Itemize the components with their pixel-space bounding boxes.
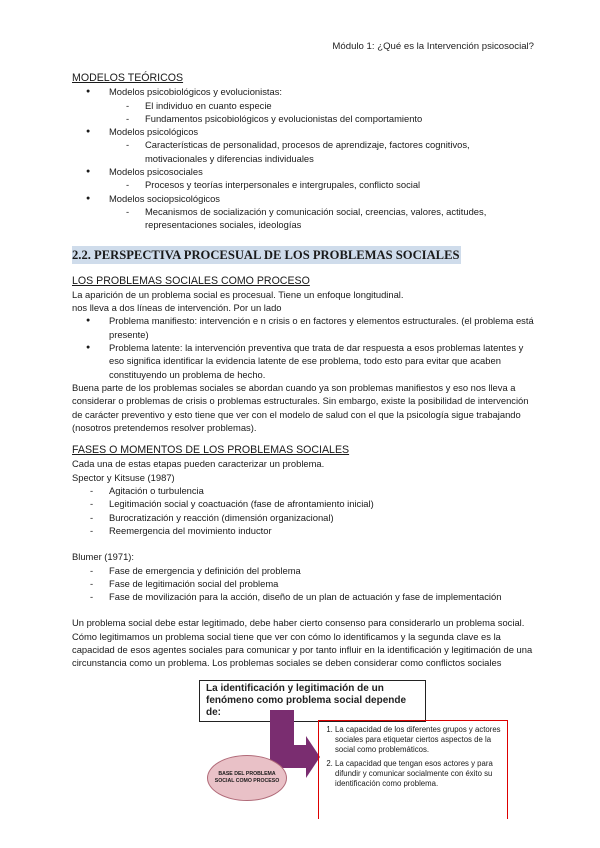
sub-item: - Procesos y teorías interpersonales e intergrupales, conflicto social <box>72 178 534 191</box>
spector-list <box>72 484 534 537</box>
author-label: Spector y Kitsuse (1987) <box>72 471 175 483</box>
heading-modelos: MODELOS TEÓRICOS <box>72 72 184 84</box>
paragraph: Buena parte de los problemas sociales se abordan cuando ya son problemas manifiestos y eso nos lleva a considerar o problemas de crisis o problemas estructurales. Sin embargo, existe la posibilidad de intervención de carácter preventivo y esto tiene que ver con el modelo de salud con el que la psicología sigue trabajando (nosotros pretendemos resolver problemas). <box>72 381 529 433</box>
paragraph: Un problema social debe estar legitimado, debe haber cierto consenso para considerarlo un problema social. Cómo legitimamos un problema social tiene que ver con cómo lo identificamos y la segunda clave es la capacidad de esos agentes sociales para comunicar y por tanto influir en la identificación y legitimación de una circunstancia como un problema. Los problemas sociales se deben considerar como conflictos sociales <box>72 617 533 669</box>
list-item: - Reemergencia del movimiento inductor <box>72 524 534 537</box>
conditions-list <box>325 725 501 789</box>
heading-fases: FASES O MOMENTOS DE LOS PROBLEMAS SOCIALES <box>72 444 350 457</box>
list-item: - Fase de legitimación social del problema <box>72 577 534 590</box>
heading-proceso: LOS PROBLEMAS SOCIALES COMO PROCESO <box>72 274 310 287</box>
sub-item: - El individuo en cuanto especie <box>72 99 534 112</box>
figure-title: La identificación y legitimación de un fenómeno como problema social depende de: <box>199 680 426 722</box>
sub-item: - Características de personalidad, procesos de aprendizaje, factores cognitivos, motivacionales y diferencias individuales <box>72 138 534 165</box>
list-item: - Legitimación social y coactuación (fase de afrontamiento inicial) <box>72 497 534 510</box>
list-item: ● Modelos psicológicos <box>72 125 534 138</box>
proceso-list <box>72 314 534 380</box>
list-item: ● Problema manifiesto: intervención e n crisis o en factores y elementos estructurales. (el problema está presente) <box>72 314 534 341</box>
oval-label: BASE DEL PROBLEMA SOCIAL COMO PROCESO <box>214 771 280 784</box>
diagram-figure <box>72 672 534 807</box>
sub-item: - Mecanismos de socialización y comunicación social, creencias, valores, actitudes, representaciones sociales, ideologías <box>72 205 534 232</box>
list-item: - Fase de emergencia y definición del problema <box>72 564 534 577</box>
section-title <box>72 246 461 264</box>
conditions-box <box>318 720 508 819</box>
author-label: Blumer (1971): <box>72 551 135 563</box>
list-item: ● Modelos psicosociales <box>72 165 534 178</box>
blumer-list <box>72 564 534 604</box>
list-item: 2. La capacidad que tengan esos actores y para difundir y comunicar socialmente con éxito su identificación como problema. <box>335 759 501 789</box>
document-body <box>72 72 534 807</box>
section-number: 2.2. <box>72 247 91 262</box>
paragraph: nos lleva a dos líneas de intervención. Por un lado <box>72 302 282 314</box>
list-item: - Agitación o turbulencia <box>72 484 534 497</box>
section-title-text: PERSPECTIVA PROCESUAL DE LOS PROBLEMAS SOCIALES <box>94 247 460 262</box>
sub-item: - Fundamentos psicobiológicos y evolucionistas del comportamiento <box>72 112 534 125</box>
paragraph: Cada una de estas etapas pueden caracterizar un problema. <box>72 458 325 470</box>
list-item: ● Problema latente: la intervención preventiva que trata de dar respuesta a esos problemas latentes y eso significa identificar la evidencia latente de ese problema, todo esto para evitar que acaben constituyendo un problema de hecho. <box>72 341 534 381</box>
page-header: Módulo 1: ¿Qué es la Intervención psicosocial? <box>332 41 534 52</box>
list-item: 1. La capacidad de los diferentes grupos y actores sociales para etiquetar ciertos aspectos de la social como problemáticos. <box>335 725 501 755</box>
list-item: - Burocratización y reacción (dimensión organizacional) <box>72 511 534 524</box>
paragraph: La aparición de un problema social es procesual. Tiene un enfoque longitudinal. <box>72 288 404 300</box>
list-item: ● Modelos psicobiológicos y evolucionistas: <box>72 85 534 98</box>
list-item: - Fase de movilización para la acción, diseño de un plan de actuación y fase de implementación <box>72 590 534 603</box>
modelos-list <box>72 85 534 231</box>
process-oval <box>207 755 287 801</box>
list-item: ● Modelos sociopsicológicos <box>72 192 534 205</box>
